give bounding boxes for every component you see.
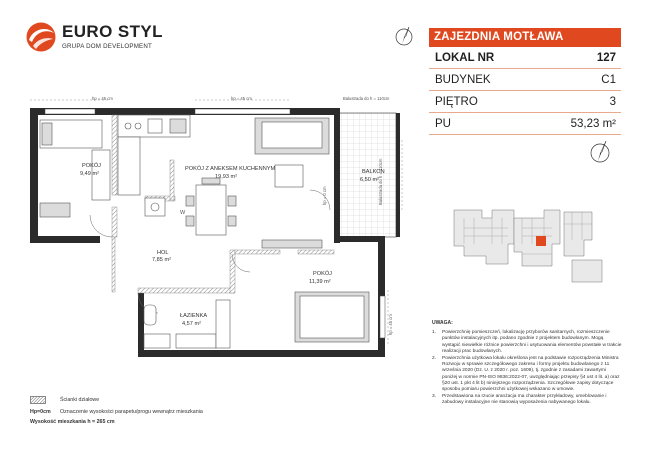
room-area: 9,49 m² [80,171,99,177]
sill-height-note: hp = 0 cm [322,186,327,205]
note-number: 3. [432,394,437,400]
room-label: POKÓJ Z ANEKSEM KUCHENNYM [185,166,276,172]
note-item [432,356,622,393]
balustrade-note: Balustrada do h = 110cm [343,96,390,101]
note-number: 1. [432,330,437,336]
usable-area-value: 53,23 m² [570,117,616,130]
sill-height-note: hp = 45 cm [92,96,113,101]
utility-cabinet [145,198,165,216]
room-area: 7,85 m² [152,257,171,263]
floor-label: PIĘTRO [435,95,478,108]
unit-number-value: 127 [596,51,616,64]
room-label: HOL [157,250,169,256]
usable-area-label: PU [435,117,451,130]
legend-hp-text: Oznaczenie wysokości parapetu/progu wewnątrz mieszkania [60,409,203,415]
legend-height-text: Wysokość mieszkania h = 265 cm [30,419,115,425]
note-item [432,394,622,406]
balcony-floor [338,113,396,237]
room-label: BALKON [362,169,385,175]
room-label: POKÓJ [82,163,101,169]
kitchen-counter [118,115,190,195]
room-area: 4,57 m² [182,321,201,327]
notes-title: UWAGA: [432,320,453,326]
w-marker: W [180,210,186,216]
room-label: ŁAZIENKA [180,313,208,319]
building-label: BUDYNEK [435,73,491,86]
sill-height-note: hp = 45 cm [231,96,252,101]
balustrade-note: Balustrada do h = 110cm [378,158,383,205]
room-label: POKÓJ [313,271,332,277]
legend-walls-text: Ścianki działowe [60,397,100,403]
room-area: 11,39 m² [309,279,331,285]
legend-hp-key: Hp=0cm [30,409,51,415]
dining-table [186,178,236,235]
note-item [432,330,622,355]
hatch-swatch-icon [30,396,46,404]
note-text: Przedstawiona na rzucie aranżacja ma charakter przykładowy, umeblowanie i zabudowy instalacyjne nie stanowią wyposażenia nabywanego lokalu. [442,394,607,406]
unit-number-label: LOKAL NR [435,51,495,64]
room-area: 6,50 m² [360,177,379,183]
floor-value: 3 [609,95,616,108]
bed-room-2 [295,292,369,342]
project-title: ZAJEZDNIA MOTŁAWA [429,28,621,47]
note-text: Powierzchnia użytkowa lokalu określona jest na podstawie rozporządzenia Ministra Rozwoju w sprawie szczegółowego zakresu i formy projektu budowlanego z 11 września 2020 (Dz. U. z 2020 r. poz. 1609), tj. zgodnie z zasadami zawartymi poniżej w normie PN-ISO 9836:2022-07, uwzględniając przepisy §4 ust 4 lit. a) oraz §20 ust. 1 pkt 4 lit b) niniejszego rozporządzenia. Szczegółowe zapisy dotyczące sposobu pomiaru powierzchni użytkowej wskazano w umowie. [442,356,620,393]
note-text: Powierzchnię pomieszczeń, lokalizację przyborów sanitarnych, rozmieszczenie punktów instalacyjnych itp. podano zgodnie z projektem budowlanym. Mogą wystąpić niewielkie różnice powierzchni i usytuowania elementów powstałe w trakcie realizacji prac budowlanych. [442,330,622,354]
note-number: 2. [432,356,437,362]
brand-tagline: GRUPA DOM DEVELOPMENT [62,43,153,50]
room-area: 19,93 m² [215,174,238,180]
sofa [255,118,329,154]
building-value: C1 [601,73,616,86]
notes-section [432,320,622,408]
brand-name: EURO STYL [62,22,163,41]
sill-height-note: hp = 45 cm [388,314,393,335]
